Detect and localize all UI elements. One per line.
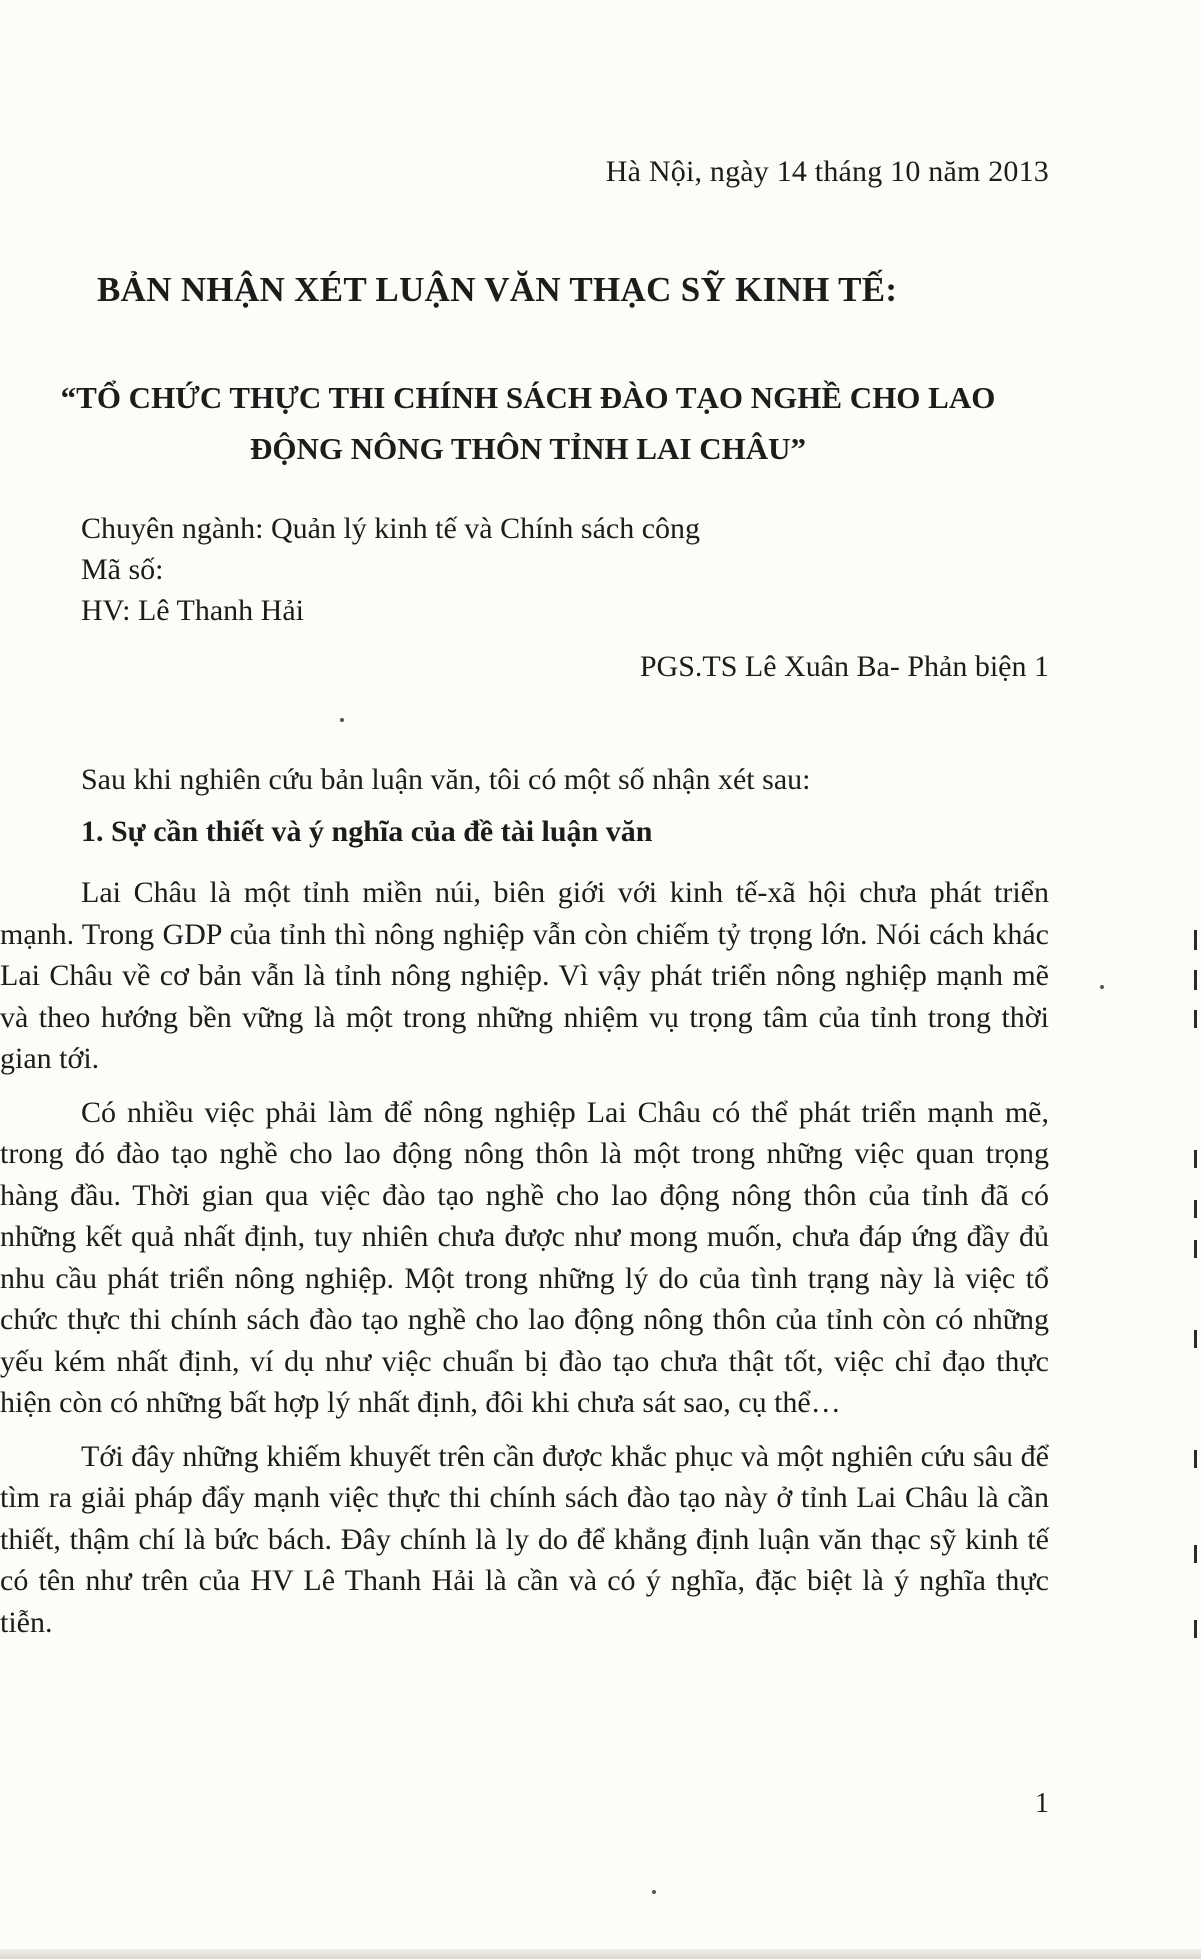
document-title: BẢN NHẬN XÉT LUẬN VĂN THẠC SỸ KINH TẾ:: [97, 270, 898, 309]
intro-sentence: Sau khi nghiên cứu bản luận văn, tôi có một số nhận xét sau:: [81, 763, 811, 796]
scan-edge-mark: [1194, 1330, 1197, 1348]
scan-speck: [652, 1890, 656, 1894]
scan-edge-mark: [1194, 1200, 1197, 1218]
thesis-title: [38, 372, 1018, 474]
scan-edge-mark: [1194, 1450, 1197, 1468]
thesis-title-line-2: ĐỘNG NÔNG THÔN TỈNH LAI CHÂU”: [249, 431, 807, 466]
scan-edge-mark: [1194, 1545, 1197, 1563]
date-line: Hà Nội, ngày 14 tháng 10 năm 2013: [605, 155, 1049, 188]
scan-edge-mark: [1194, 1150, 1197, 1168]
body-paragraph-2: Có nhiều việc phải làm để nông nghiệp Lai Châu có thể phát triển mạnh mẽ, trong đó đào tạo nghề cho lao động nông thôn là một trong những việc quan trọng hàng đầu. Thời gian qua việc đào tạo nghề cho lao động nông thôn của tỉnh đã có những kết quả nhất định, tuy nhiên chưa được như mong muốn, chưa đáp ứng đầy đủ nhu cầu phát triển nông nghiệp. Một trong những lý do của tình trạng này là việc tổ chức thực thi chính sách đào tạo nghề cho lao động nông thôn của tỉnh còn có những yếu kém nhất định, ví dụ như việc chuẩn bị đào tạo chưa thật tốt, việc chỉ đạo thực hiện còn có những bất hợp lý nhất định, đôi khi chưa sát sao, cụ thể…: [0, 1095, 1049, 1419]
scan-speck: [1100, 985, 1104, 989]
scan-edge-mark: [1194, 930, 1197, 950]
scan-edge-mark: [1194, 970, 1197, 990]
scan-speck: [340, 718, 344, 722]
thesis-title-line-1: “TỔ CHỨC THỰC THI CHÍNH SÁCH ĐÀO TẠO NGHỀ CHO LAO: [60, 380, 996, 415]
reviewer-line: PGS.TS Lê Xuân Ba- Phản biện 1: [639, 650, 1049, 683]
section-heading: 1. Sự cần thiết và ý nghĩa của đề tài luận văn: [81, 815, 653, 848]
body-paragraph-1: Lai Châu là một tỉnh miền núi, biên giới với kinh tế-xã hội chưa phát triển mạnh. Trong GDP của tỉnh thì nông nghiệp vẫn còn chiếm tỷ trọng lớn. Nói cách khác Lai Châu về cơ bản vẫn là tỉnh nông nghiệp. Vì vậy phát triển nông nghiệp mạnh mẽ và theo hướng bền vững là một trong những nhiệm vụ trọng tâm của tỉnh trong thời gian tới.: [0, 876, 1049, 1075]
scan-edge-mark: [1194, 1010, 1197, 1028]
code-line: Mã số:: [81, 553, 164, 586]
page-number: 1: [1035, 1788, 1049, 1819]
body-paragraph-3: Tới đây những khiếm khuyết trên cần được khắc phục và một nghiên cứu sâu để tìm ra giải pháp đẩy mạnh việc thực thi chính sách đào tạo này ở tỉnh Lai Châu là cần thiết, thậm chí là bức bách. Đây chính là ly do để khẳng định luận văn thạc sỹ kinh tế có tên như trên của HV Lê Thanh Hải là cần và có ý nghĩa, đặc biệt là ý nghĩa thực tiễn.: [0, 1439, 1049, 1639]
student-line: HV: Lê Thanh Hải: [81, 594, 304, 627]
page-bottom-edge: [0, 1949, 1201, 1959]
scan-edge-mark: [1194, 1240, 1197, 1258]
thesis-metadata: [81, 508, 700, 631]
specialty-line: Chuyên ngành: Quản lý kinh tế và Chính sách công: [81, 512, 701, 545]
body-text: [0, 872, 1049, 1655]
scan-edge-mark: [1194, 1620, 1197, 1638]
